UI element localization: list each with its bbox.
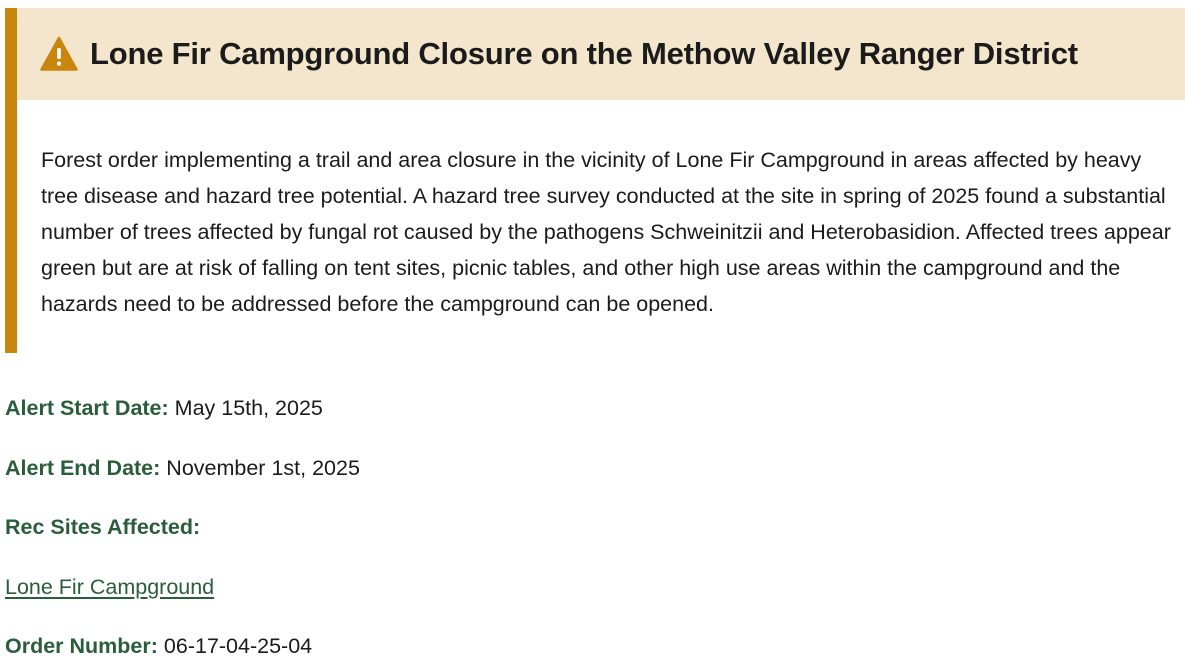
alert-end-value: November 1st, 2025 <box>166 456 360 480</box>
alert-start-date <box>5 394 323 422</box>
alert-box <box>5 8 1185 353</box>
alert-description: Forest order implementing a trail and area closure in the vicinity of Lone Fir Campground in areas affected by heavy tree disease and hazard tree potential. A hazard tree survey conducted at the site in spring of 2025 found a substantial number of trees affected by fungal rot caused by the pathogens Schweinitzii and Heterobasidion. Affected trees appear green but are at risk of falling on tent sites, picnic tables, and other high use areas within the campground and the hazards need to be addressed before the campground can be opened. <box>41 148 1171 316</box>
alert-header <box>17 8 1185 100</box>
rec-site-link-lone-fir[interactable]: Lone Fir Campground <box>5 575 215 599</box>
rec-site-list <box>5 573 214 601</box>
order-number-label: Order Number: <box>5 634 158 658</box>
alert-title: Lone Fir Campground Closure on the Methow Valley Ranger District <box>90 36 1078 71</box>
order-number-value: 06-17-04-25-04 <box>163 634 313 658</box>
rec-sites-label: Rec Sites Affected: <box>5 515 201 539</box>
order-number <box>5 632 312 660</box>
alert-end-date <box>5 454 360 482</box>
alert-start-value: May 15th, 2025 <box>174 396 323 420</box>
alert-end-label: Alert End Date: <box>5 456 161 480</box>
warning-triangle-icon <box>40 36 78 72</box>
alert-start-label: Alert Start Date: <box>5 396 169 420</box>
rec-sites-heading <box>5 513 200 541</box>
alert-body <box>17 100 1181 322</box>
